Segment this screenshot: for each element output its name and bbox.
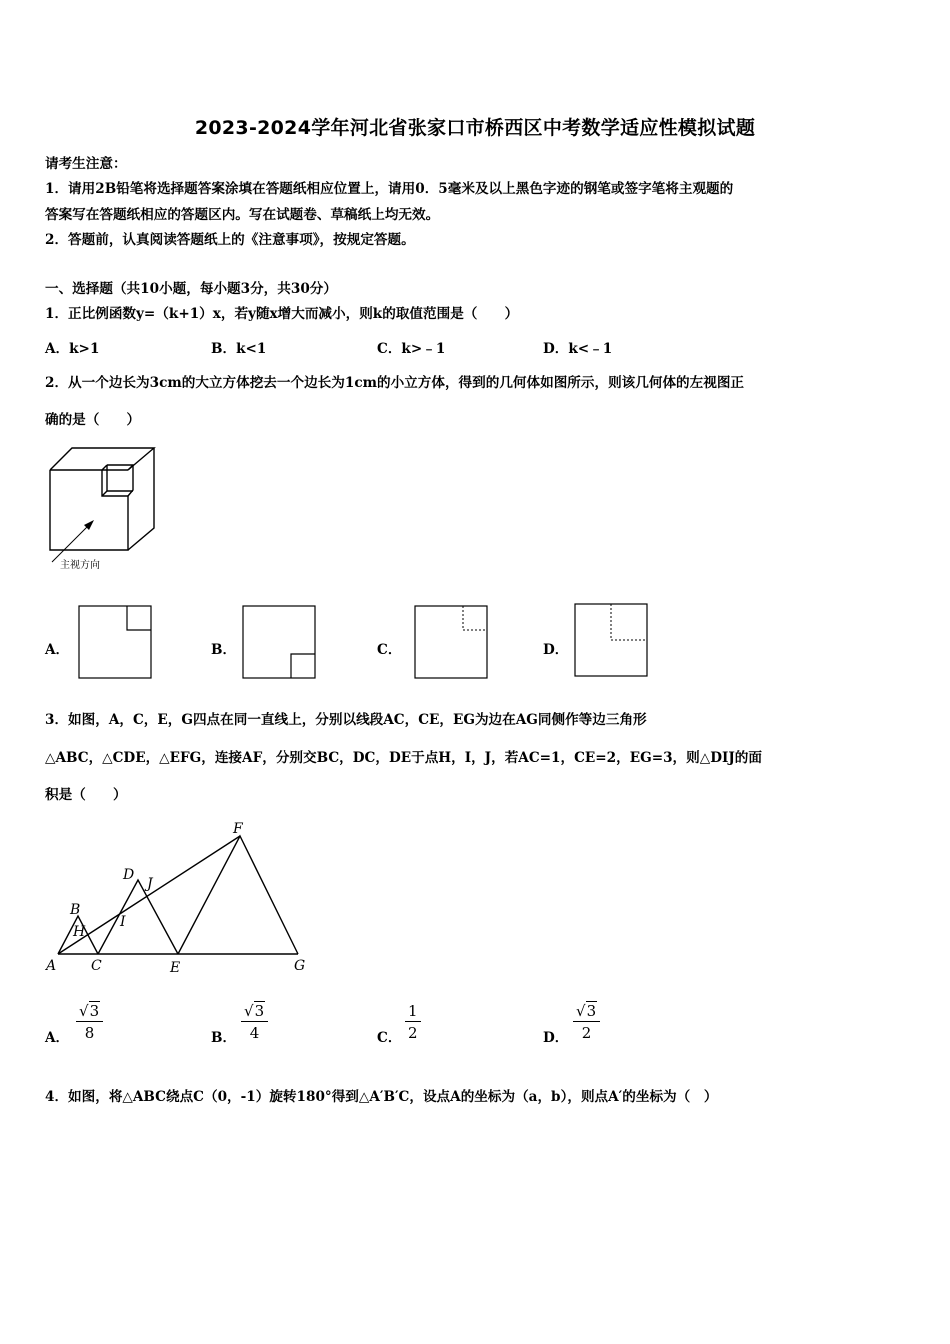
- q3-option-b-label: B．: [211, 1030, 237, 1046]
- q2-option-c-label: C．: [377, 642, 402, 658]
- q3-option-b-radicand: 3: [254, 1002, 265, 1020]
- q3-stem-line-1: 3．如图，A，C，E，G四点在同一直线上，分别以线段AC，CE，EG为边在AG同侧作等边三角形: [45, 712, 647, 728]
- q3-option-c-label: C．: [377, 1030, 402, 1046]
- q1-option-c: C．k>﹣1: [377, 341, 446, 357]
- notice-line-1: 1．请用2B铅笔将选择题答案涂填在答题纸相应位置上，请用0．5毫米及以上黑色字迹的钢笔或签字笔将主观题的: [45, 181, 734, 197]
- q2-option-d-label: D．: [543, 642, 569, 658]
- q2-figure-caption: 主视方向: [60, 560, 100, 571]
- point-label-d: D: [123, 867, 135, 883]
- q1-option-d: D．k<﹣1: [543, 341, 613, 357]
- q3-option-c-denominator: 2: [408, 1024, 418, 1042]
- q2-option-d-figure: [573, 602, 651, 680]
- q4-stem: 4．如图，将△ABC绕点C（0，-1）旋转180°得到△A′B′C，设点A的坐标为（a，b），则点A′的坐标为（ ）: [45, 1089, 718, 1105]
- q2-option-b-label: B．: [211, 642, 237, 658]
- q1-option-a: A．k>1: [45, 341, 100, 357]
- sqrt-symbol: √: [79, 1002, 89, 1020]
- notice-line-3: 2．答题前，认真阅读答题纸上的《注意事项》，按规定答题。: [45, 232, 415, 248]
- sqrt-symbol: √: [576, 1002, 586, 1020]
- q3-option-d-fraction: [573, 1002, 600, 1042]
- q2-option-a-figure: [77, 604, 155, 680]
- q2-stem-line-2: 确的是（ ）: [45, 412, 141, 428]
- point-label-a: A: [46, 958, 57, 974]
- point-label-f: F: [233, 821, 243, 837]
- q3-option-b-denominator: 4: [249, 1024, 260, 1042]
- q2-option-c-figure: [413, 604, 491, 680]
- point-label-b: B: [70, 902, 81, 918]
- section-heading: 一、选择题（共10小题，每小题3分，共30分）: [45, 281, 337, 297]
- notice-line-2: 答案写在答题纸相应的答题区内。写在试题卷、草稿纸上均无效。: [45, 207, 440, 223]
- triangle-efg: [178, 836, 298, 954]
- q3-option-a-label: A．: [45, 1030, 70, 1046]
- q3-option-d-radicand: 3: [586, 1002, 597, 1020]
- point-label-g: G: [294, 958, 306, 974]
- point-label-h: H: [73, 924, 86, 940]
- q2-option-b-figure: [241, 604, 319, 680]
- q3-stem-line-3: 积是（ ）: [45, 787, 127, 803]
- q1-stem: 1．正比例函数y=（k+1）x，若y随x增大而减小，则k的取值范围是（ ）: [45, 306, 519, 322]
- point-label-i: I: [120, 914, 126, 930]
- view-direction-arrow: [52, 524, 90, 562]
- segment-af: [58, 836, 240, 954]
- q3-stem-line-2: △ABC，△CDE，△EFG，连接AF，分别交BC，DC，DE于点H，I，J，若AC=1，CE=2，EG=3，则△DIJ的面: [45, 750, 762, 766]
- page-title: 2023-2024学年河北省张家口市桥西区中考数学适应性模拟试题: [194, 117, 756, 139]
- q2-option-a-label: A．: [45, 642, 70, 658]
- q3-option-a-denominator: 8: [84, 1024, 95, 1042]
- q2-stem-line-1: 2．从一个边长为3cm的大立方体挖去一个边长为1cm的小立方体，得到的几何体如图所示，则该几何体的左视图正: [45, 375, 745, 391]
- q3-option-a-radicand: 3: [89, 1002, 100, 1020]
- q3-triangles-figure: [40, 818, 320, 978]
- sqrt-symbol: √: [244, 1002, 254, 1020]
- triangle-cde: [98, 880, 178, 954]
- q3-option-d-label: D．: [543, 1030, 569, 1046]
- q3-option-c-fraction: [405, 1002, 421, 1042]
- q3-option-b-fraction: [241, 1002, 268, 1042]
- q1-option-b: B．k<1: [211, 341, 267, 357]
- q3-option-c-numerator: 1: [405, 1002, 421, 1022]
- q3-option-a-fraction: [76, 1002, 103, 1042]
- q3-option-d-denominator: 2: [581, 1024, 592, 1042]
- point-label-c: C: [91, 958, 102, 974]
- point-label-j: J: [147, 876, 153, 892]
- q2-cube-figure: [40, 440, 170, 575]
- point-label-e: E: [170, 960, 181, 976]
- notice-heading: 请考生注意：: [45, 156, 127, 172]
